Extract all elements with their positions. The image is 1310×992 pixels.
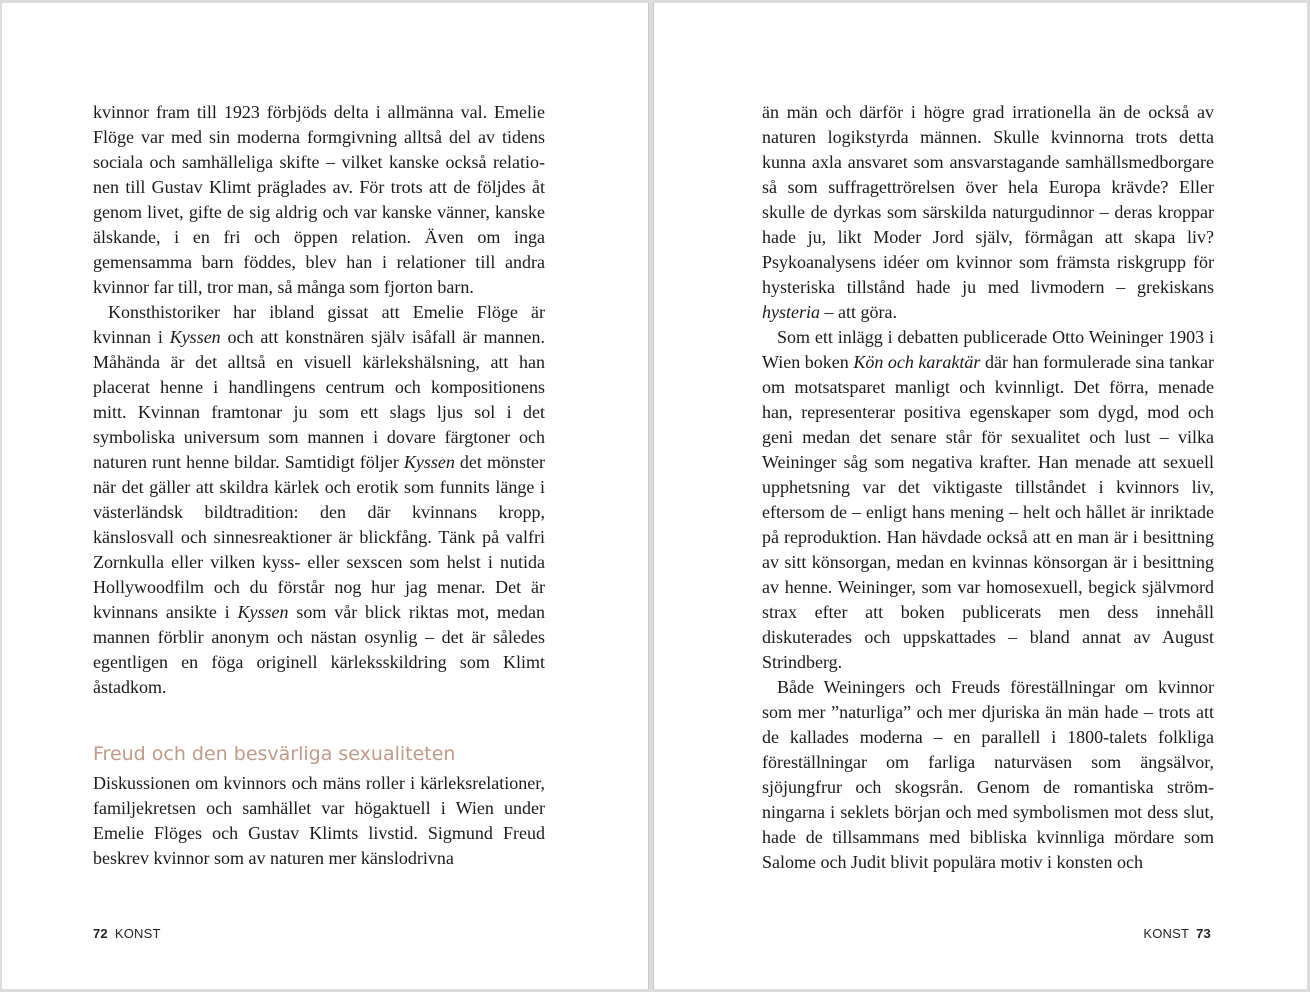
page-number: 72 <box>93 926 108 941</box>
page-number: 73 <box>1196 926 1211 941</box>
italic-title: Kyssen <box>403 452 455 472</box>
italic-term: hysteria <box>762 302 820 322</box>
right-page <box>653 3 1307 989</box>
page-footer <box>1143 926 1211 942</box>
italic-title: Kyssen <box>169 327 221 347</box>
italic-title: Kyssen <box>237 602 289 622</box>
paragraph: Både Weiningers och Freuds föreställningar om kvinnor som mer ”naturliga” och mer djuriska än män hade – trots att de kallades moderna – en parallell i 1800-talets folkliga föreställningar om farliga naturväsen som ängsälvor, sjöjungfrur och skogsrån. Genom de romantiska strömningarna i seklets början och med symbolismen mot dess slut, hade de tillsammans med bibliska kvinnliga mördare som Salome och Judit blivit populära motiv i konsten och <box>762 677 1214 872</box>
italic-title: Kön och karaktär <box>853 352 981 372</box>
paragraph: än män och därför i högre grad irrationella än de också av naturen logikstyrda männen. Skulle kvinnorna trots detta kunna axla ansvaret som ansvarstagande samhällsmedborgare så som suffragettrörelsen över hela Europa krävde? Eller skulle de dyrkas som särskilda naturgudinnor – deras kroppar hade ju, likt Moder Jord själv, förmågan att skapa liv? Psykoanalysens idéer om kvinnor som främsta riskgrupp för hysteriska tillstånd hade ju med livmodern – grekiskans hysteria – att göra. <box>762 102 1214 322</box>
left-text-column <box>93 100 545 871</box>
left-page <box>2 3 649 989</box>
running-footer-label: KONST <box>1143 926 1190 941</box>
paragraph: kvinnor fram till 1923 förbjöds delta i allmänna val. Emelie Flöge var med sin moderna formgivning alltså del av tidens sociala och samhälleliga skifte – vilket kanske också relationen till Gustav Klimt präglades av. För trots att de följdes åt genom livet, gifte de sig aldrig och var kanske vänner, kanske älskande, i en fri och öppen relation. Även om inga gemensamma barn föddes, blev han i relationer till andra kvinnor far till, tror man, så många som fjorton barn. <box>93 102 545 297</box>
running-footer-label: KONST <box>114 926 161 941</box>
right-text-column <box>762 100 1214 875</box>
paragraph: Konsthistoriker har ibland gissat att Emelie Flöge är kvinnan i Kyssen och att konstnären själv isåfall är mannen. Måhända är det alltså en visuell kärlekshälsning, att han placerat henne i handlingens centrum och kompositionens mitt. Kvinnan framtonar ju som ett slags ljus sol i det symboliska universum som mannen i dovare färgtoner och naturen runt henne bildar. Samtidigt följer Kyssen det mönster när det gäller att skildra kärlek och erotik som funnits länge i västerländsk bildtradition: den där kvinnans kropp, känslosvall och sinnesreaktioner är blickfång. Tänk på valfri Zornkulla eller vilken kyss- eller sexscen som helst i nutida Hollywoodfilm och du förstår nog hur jag menar. Det är kvinnans ansikte i Kyssen som vår blick riktas mot, medan mannen förblir anonym och nästan osynlig – det är således egentligen en föga originell kärleksskildring som Klimt åstadkom. <box>93 302 546 697</box>
section-heading: Freud och den besvärliga sexualiteten <box>93 743 456 765</box>
paragraph: Som ett inlägg i debatten publicerade Otto Weininger 1903 i Wien boken Kön och karaktär där han formulerade sina tankar om motsatsparet manligt och kvinnligt. Det förra, menade han, representerar positiva egenskaper som dygd, mod och geni medan det senare står för sexualitet och lust – vilka Weininger såg som negativa krafter. Han menade att sexuell upphetsning var det viktigaste tillståndet i kvinnors liv, eftersom de – enligt hans mening – helt och hållet är inriktade på reproduktion. Han hävdade också att en man är i besittning av sitt könsorgan, medan en kvinnas könsorgan är i besittning av henne. Weininger, som var homosexuell, begick självmord strax efter att boken publicerats men dess innehåll diskuterades och uppskattades – bland annat av August Strindberg. <box>762 327 1214 672</box>
page-footer <box>93 926 161 942</box>
paragraph: Diskussionen om kvinnors och mäns roller i kärleksrelationer, familjekretsen och samhället var högaktuell i Wien under Emelie Flöges och Gustav Klimts livstid. Sigmund Freud beskrev kvinnor som av naturen mer känslodrivna <box>93 773 545 868</box>
